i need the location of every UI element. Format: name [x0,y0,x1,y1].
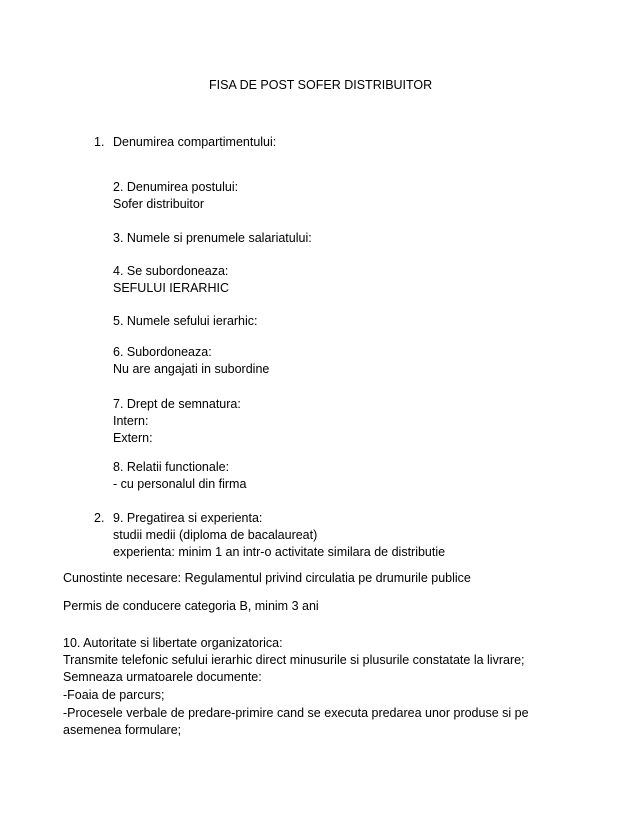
section-9-heading: 9. Pregatirea si experienta: [113,511,263,525]
section-1-heading: Denumirea compartimentului: [113,135,277,149]
item-2-marker: 2. [94,511,105,525]
section-4-heading: 4. Se subordoneaza: [113,264,229,278]
section-2-value: Sofer distribuitor [113,197,205,211]
section-4-value: SEFULUI IERARHIC [113,281,229,295]
section-7-heading: 7. Drept de semnatura: [113,397,241,411]
section-3-heading: 3. Numele si prenumele salariatului: [113,231,312,245]
item-1-marker: 1. [94,135,105,149]
section-10-line-3: -Foaia de parcurs; [63,688,165,702]
section-7-intern: Intern: [113,414,149,428]
knowledge-line: Cunostinte necesare: Regulamentul privind circulatia pe drumurile publice [63,571,471,585]
section-6-heading: 6. Subordoneaza: [113,345,212,359]
section-2-heading: 2. Denumirea postului: [113,180,239,194]
section-10-heading: 10. Autoritate si libertate organizatorica: [63,636,283,650]
license-line: Permis de conducere categoria B, minim 3 ani [63,599,319,613]
section-10-line-1: Transmite telefonic sefului ierarhic direct minusurile si plusurile constatate la livrare; [63,653,525,667]
section-9-studies: studii medii (diploma de bacalaureat) [113,528,318,542]
section-5-heading: 5. Numele sefului ierarhic: [113,314,258,328]
section-8-value: - cu personalul din firma [113,477,247,491]
section-9-experience: experienta: minim 1 an intr-o activitate similara de distributie [113,545,446,559]
section-7-extern: Extern: [113,431,153,445]
page-title: FISA DE POST SOFER DISTRIBUITOR [209,78,433,92]
section-10-line-5: asemenea formulare; [63,723,182,737]
section-10-line-4: -Procesele verbale de predare-primire cand se executa predarea unor produse si pe [63,706,529,720]
section-6-value: Nu are angajati in subordine [113,362,270,376]
section-8-heading: 8. Relatii functionale: [113,460,230,474]
section-10-line-2: Semneaza urmatoarele documente: [63,670,262,684]
